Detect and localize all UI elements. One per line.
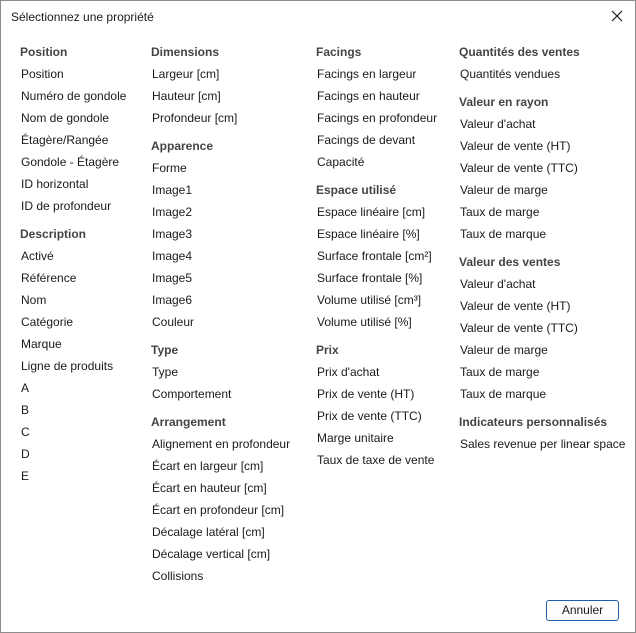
group-valeur-des-ventes [459,251,625,405]
property-item-image6[interactable]: Image6 [152,293,193,307]
property-item-sales-revenue-per-linear-space[interactable]: Sales revenue per linear space [460,437,626,451]
property-item-categorie[interactable]: Catégorie [21,315,74,329]
property-item-valeur-de-vente-ttc[interactable]: Valeur de vente (TTC) [460,161,578,175]
property-item-prix-de-vente-ttc[interactable]: Prix de vente (TTC) [317,409,422,423]
property-item-quantites-vendues[interactable]: Quantités vendues [460,67,561,81]
group-apparence [151,135,290,333]
property-item-nom-de-gondole[interactable]: Nom de gondole [21,111,110,125]
property-column-2 [151,41,290,587]
property-item-taux-de-marge[interactable]: Taux de marge [460,205,540,219]
property-item-ecart-en-profondeur-cm[interactable]: Écart en profondeur [cm] [152,503,285,517]
group-position [20,41,126,217]
group-heading: Quantités des ventes [459,45,580,59]
property-item-espace-lineaire-cm[interactable]: Espace linéaire [cm] [317,205,426,219]
property-item-valeur-de-marge[interactable]: Valeur de marge [460,343,548,357]
property-item-comportement[interactable]: Comportement [152,387,232,401]
property-item-profondeur-cm[interactable]: Profondeur [cm] [152,111,238,125]
title-bar [1,1,635,32]
property-column-3 [316,41,437,471]
property-item-surface-frontale-cm[interactable]: Surface frontale [cm²] [317,249,432,263]
property-item-id-horizontal[interactable]: ID horizontal [21,177,89,191]
property-item-d[interactable]: D [21,447,30,461]
group-heading: Position [20,45,68,59]
cancel-button[interactable]: Annuler [546,600,619,621]
property-item-taux-de-marque[interactable]: Taux de marque [460,227,547,241]
property-item-position[interactable]: Position [21,67,64,81]
property-item-image3[interactable]: Image3 [152,227,193,241]
dialog-title: Sélectionnez une propriété [11,10,154,24]
property-item-taux-de-marge[interactable]: Taux de marge [460,365,540,379]
group-valeur-en-rayon [459,91,625,245]
property-item-numero-de-gondole[interactable]: Numéro de gondole [21,89,127,103]
property-item-a[interactable]: A [21,381,30,395]
property-item-alignement-en-profondeur[interactable]: Alignement en profondeur [152,437,291,451]
group-dimensions [151,41,290,129]
group-arrangement [151,411,290,587]
group-indicateurs-personnalises [459,411,625,455]
property-item-decalage-vertical-cm[interactable]: Décalage vertical [cm] [152,547,271,561]
property-item-volume-utilise-cm[interactable]: Volume utilisé [cm³] [317,293,422,307]
group-heading: Type [151,343,179,357]
property-item-ecart-en-hauteur-cm[interactable]: Écart en hauteur [cm] [152,481,267,495]
property-item-largeur-cm[interactable]: Largeur [cm] [152,67,220,81]
property-item-decalage-lateral-cm[interactable]: Décalage latéral [cm] [152,525,265,539]
property-item-valeur-de-vente-ht[interactable]: Valeur de vente (HT) [460,299,571,313]
property-item-couleur[interactable]: Couleur [152,315,195,329]
property-item-e[interactable]: E [21,469,30,483]
property-item-nom[interactable]: Nom [21,293,47,307]
property-item-prix-de-vente-ht[interactable]: Prix de vente (HT) [317,387,415,401]
property-item-image1[interactable]: Image1 [152,183,193,197]
property-item-id-de-profondeur[interactable]: ID de profondeur [21,199,112,213]
property-item-marque[interactable]: Marque [21,337,62,351]
property-item-ecart-en-largeur-cm[interactable]: Écart en largeur [cm] [152,459,264,473]
group-heading: Valeur des ventes [459,255,561,269]
property-item-marge-unitaire[interactable]: Marge unitaire [317,431,394,445]
group-type [151,339,290,405]
property-item-valeur-d-achat[interactable]: Valeur d'achat [460,277,536,291]
property-item-gondole-etagere[interactable]: Gondole - Étagère [21,155,120,169]
property-item-surface-frontale[interactable]: Surface frontale [%] [317,271,423,285]
property-item-etagere-rangee[interactable]: Étagère/Rangée [21,133,109,147]
group-heading: Apparence [151,139,214,153]
property-column-4 [459,41,625,455]
group-heading: Espace utilisé [316,183,397,197]
property-item-valeur-de-marge[interactable]: Valeur de marge [460,183,548,197]
property-item-valeur-de-vente-ttc[interactable]: Valeur de vente (TTC) [460,321,578,335]
group-heading: Facings [316,45,362,59]
group-heading: Valeur en rayon [459,95,549,109]
property-item-facings-en-largeur[interactable]: Facings en largeur [317,67,417,81]
property-item-capacite[interactable]: Capacité [317,155,365,169]
property-item-facings-en-hauteur[interactable]: Facings en hauteur [317,89,420,103]
property-item-valeur-de-vente-ht[interactable]: Valeur de vente (HT) [460,139,571,153]
property-item-facings-de-devant[interactable]: Facings de devant [317,133,416,147]
property-item-active[interactable]: Activé [21,249,54,263]
property-item-facings-en-profondeur[interactable]: Facings en profondeur [317,111,438,125]
group-heading: Indicateurs personnalisés [459,415,608,429]
property-item-espace-lineaire[interactable]: Espace linéaire [%] [317,227,420,241]
group-espace-utilise [316,179,437,333]
property-item-volume-utilise[interactable]: Volume utilisé [%] [317,315,412,329]
group-heading: Description [20,227,87,241]
property-item-b[interactable]: B [21,403,30,417]
group-quantites-des-ventes [459,41,625,85]
close-button[interactable] [603,3,631,29]
group-heading: Dimensions [151,45,220,59]
property-column-1 [20,41,126,487]
group-heading: Arrangement [151,415,226,429]
property-item-valeur-d-achat[interactable]: Valeur d'achat [460,117,536,131]
property-item-taux-de-taxe-de-vente[interactable]: Taux de taxe de vente [317,453,435,467]
close-icon [611,10,623,22]
group-description [20,223,126,487]
property-item-image4[interactable]: Image4 [152,249,193,263]
property-item-prix-d-achat[interactable]: Prix d'achat [317,365,380,379]
property-item-taux-de-marque[interactable]: Taux de marque [460,387,547,401]
property-item-forme[interactable]: Forme [152,161,187,175]
property-item-hauteur-cm[interactable]: Hauteur [cm] [152,89,221,103]
property-item-ligne-de-produits[interactable]: Ligne de produits [21,359,114,373]
property-item-type[interactable]: Type [152,365,179,379]
property-item-collisions[interactable]: Collisions [152,569,204,583]
property-item-c[interactable]: C [21,425,30,439]
property-item-image2[interactable]: Image2 [152,205,193,219]
property-item-image5[interactable]: Image5 [152,271,193,285]
group-prix [316,339,437,471]
group-heading: Prix [316,343,339,357]
group-facings [316,41,437,173]
property-item-reference[interactable]: Référence [21,271,77,285]
